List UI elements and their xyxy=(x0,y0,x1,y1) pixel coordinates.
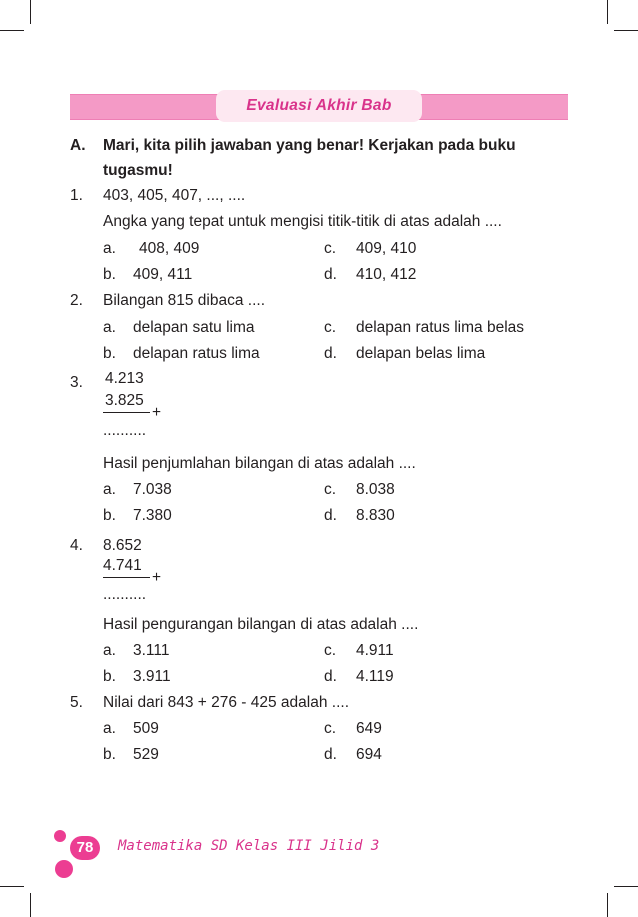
option-a: 7.038 xyxy=(133,481,172,498)
option-b: 529 xyxy=(133,746,159,763)
crop-mark xyxy=(30,893,31,917)
question-text: Hasil penjumlahan bilangan di atas adalah .... xyxy=(103,455,416,472)
option-letter: a. xyxy=(103,240,116,257)
option-letter: b. xyxy=(103,507,116,524)
option-letter: c. xyxy=(324,319,337,336)
option-d: 410, 412 xyxy=(356,266,417,283)
crop-mark xyxy=(607,893,608,917)
page-number: 78 xyxy=(70,836,100,860)
option-a: 509 xyxy=(133,720,159,737)
question-number: 1. xyxy=(70,187,83,204)
option-d: 694 xyxy=(356,746,382,763)
option-a: delapan satu lima xyxy=(133,319,255,336)
question-number: 4. xyxy=(70,537,83,554)
question-number: 3. xyxy=(70,374,83,391)
chapter-banner xyxy=(70,94,568,120)
question-number: 5. xyxy=(70,694,83,711)
option-letter: a. xyxy=(103,720,116,737)
crop-mark xyxy=(0,886,24,887)
option-letter: a. xyxy=(103,481,116,498)
option-d: 4.119 xyxy=(356,668,394,685)
question-text: 403, 405, 407, ..., .... xyxy=(103,187,246,204)
operand: 4.741 xyxy=(103,557,142,574)
question-number: 2. xyxy=(70,292,83,309)
option-a: 3.111 xyxy=(133,642,170,659)
option-letter: c. xyxy=(324,240,337,257)
option-a: 408, 409 xyxy=(139,240,200,257)
crop-mark xyxy=(614,886,638,887)
option-c: 8.038 xyxy=(356,481,395,498)
result-dots: .......... xyxy=(103,422,147,439)
crop-mark xyxy=(30,0,31,24)
operand: 8.652 xyxy=(103,537,142,554)
option-letter: b. xyxy=(103,345,116,362)
option-b: delapan ratus lima xyxy=(133,345,260,362)
option-letter: a. xyxy=(103,319,116,336)
crop-mark xyxy=(607,0,608,24)
question-text: Angka yang tepat untuk mengisi titik-titik di atas adalah .... xyxy=(103,213,502,230)
option-d: delapan belas lima xyxy=(356,345,486,362)
option-c: delapan ratus lima belas xyxy=(356,319,525,336)
section-instruction: tugasmu! xyxy=(103,162,173,179)
option-letter: c. xyxy=(324,481,337,498)
option-letter: d. xyxy=(324,345,337,362)
option-letter: a. xyxy=(103,642,116,659)
operator: + xyxy=(152,404,162,421)
option-letter: d. xyxy=(324,266,337,283)
option-c: 649 xyxy=(356,720,382,737)
option-b: 409, 411 xyxy=(133,266,193,283)
option-letter: c. xyxy=(324,720,337,737)
option-letter: c. xyxy=(324,642,337,659)
operand: 3.825 xyxy=(105,392,144,409)
result-dots: .......... xyxy=(103,586,147,603)
option-c: 409, 410 xyxy=(356,240,417,257)
decor-dot xyxy=(54,830,66,842)
option-letter: b. xyxy=(103,746,116,763)
decor-dot xyxy=(55,860,73,878)
operator: + xyxy=(152,569,162,586)
section-letter: A. xyxy=(70,137,86,154)
question-text: Hasil pengurangan bilangan di atas adalah .... xyxy=(103,616,419,633)
option-letter: b. xyxy=(103,266,116,283)
option-letter: d. xyxy=(324,507,337,524)
crop-mark xyxy=(0,30,24,31)
option-d: 8.830 xyxy=(356,507,395,524)
sum-line xyxy=(103,412,150,413)
section-instruction: Mari, kita pilih jawaban yang benar! Kerjakan pada buku xyxy=(103,137,516,154)
option-b: 7.380 xyxy=(133,507,172,524)
banner-title: Evaluasi Akhir Bab xyxy=(216,90,422,122)
option-letter: b. xyxy=(103,668,116,685)
option-letter: d. xyxy=(324,668,337,685)
operand: 4.213 xyxy=(105,370,144,387)
book-title: Matematika SD Kelas III Jilid 3 xyxy=(118,838,380,854)
question-text: Bilangan 815 dibaca .... xyxy=(103,292,266,309)
question-text: Nilai dari 843 + 276 - 425 adalah .... xyxy=(103,694,350,711)
sum-line xyxy=(103,577,150,578)
option-letter: d. xyxy=(324,746,337,763)
option-c: 4.911 xyxy=(356,642,394,659)
option-b: 3.911 xyxy=(133,668,171,685)
crop-mark xyxy=(614,30,638,31)
